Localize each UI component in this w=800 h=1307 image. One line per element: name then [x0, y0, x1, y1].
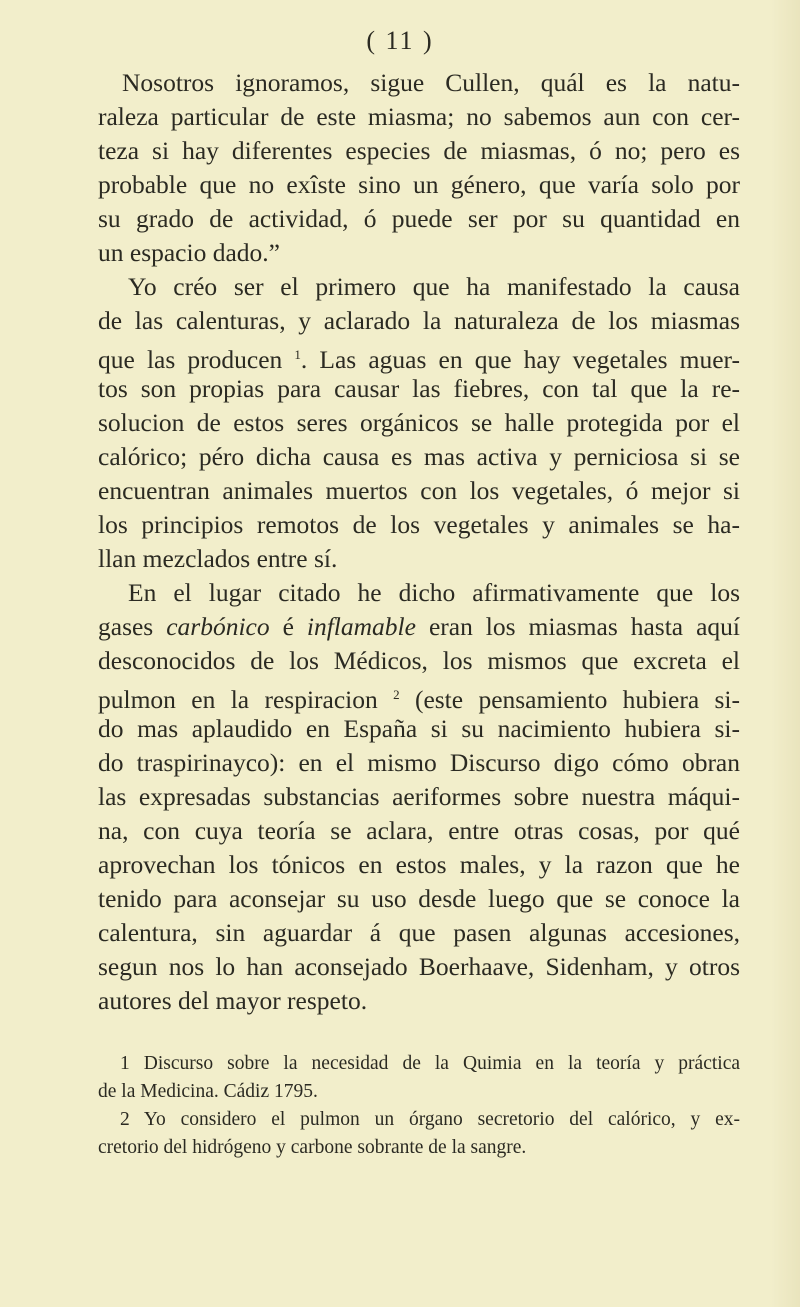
italic-term: carbónico	[166, 612, 270, 641]
text-segment: un espacio dado.”	[98, 238, 280, 267]
text-segment: calentura, sin aguardar á que pasen algunas accesiones,	[98, 918, 740, 947]
text-segment: do traspirinayco): en el mismo Discurso digo cómo obran	[98, 748, 740, 777]
text-line	[98, 746, 740, 780]
text-segment: segun nos lo han aconsejado Boerhaave, Sidenham, y otros	[98, 952, 740, 981]
footnote-line	[98, 1078, 740, 1106]
text-line	[98, 848, 740, 882]
footnote-marker: 2	[393, 687, 400, 702]
page-number: ( 11 )	[366, 26, 434, 55]
text-segment: solucion de estos seres orgánicos se halle protegida por el	[98, 408, 740, 437]
text-segment: Yo créo ser el primero que ha manifestado la causa	[128, 272, 740, 301]
text-segment: teza si hay diferentes especies de miasmas, ó no; pero es	[98, 136, 740, 165]
footnote-line	[98, 1106, 740, 1134]
text-segment: cretorio del hidrógeno y carbone sobrante de la sangre.	[98, 1137, 527, 1158]
text-line	[98, 882, 740, 916]
text-segment: eran los miasmas hasta aquí	[415, 612, 741, 641]
text-segment: aprovechan los tónicos en estos males, y la razon que he	[98, 850, 740, 879]
text-line	[98, 270, 740, 304]
footnote-marker: 1	[294, 347, 301, 362]
text-segment: de las calenturas, y aclarado la naturaleza de los miasmas	[98, 306, 740, 335]
footnotes	[98, 1050, 740, 1162]
body-text	[98, 66, 740, 1018]
text-line	[98, 134, 740, 168]
text-line	[98, 440, 740, 474]
text-segment: raleza particular de este miasma; no sabemos aun con cer-	[98, 102, 740, 131]
text-segment: las expresadas substancias aeriformes sobre nuestra máqui-	[98, 782, 740, 811]
footnote-line	[98, 1050, 740, 1078]
text-segment: probable que no exîste sino un género, que varía solo por	[98, 170, 740, 199]
text-line	[98, 814, 740, 848]
text-segment: que las producen	[98, 345, 295, 374]
text-segment: autores del mayor respeto.	[98, 986, 368, 1015]
text-line	[98, 984, 740, 1018]
text-line	[98, 610, 740, 644]
text-line	[98, 542, 740, 576]
text-segment: pulmon en la respiracion	[98, 685, 394, 714]
text-line	[98, 66, 740, 100]
text-segment: encuentran animales muertos con los vegetales, ó mejor si	[98, 476, 740, 505]
page-edge	[770, 0, 800, 1307]
text-line	[98, 202, 740, 236]
text-segment: Nosotros ignoramos, sigue Cullen, quál es la natu-	[122, 68, 740, 97]
text-segment: . Las aguas en que hay vegetales muer-	[300, 345, 740, 374]
text-line	[98, 406, 740, 440]
text-line	[98, 678, 740, 712]
text-line	[98, 508, 740, 542]
text-line	[98, 304, 740, 338]
text-line	[98, 950, 740, 984]
text-segment: é	[269, 612, 307, 641]
footnote-line	[98, 1134, 740, 1162]
italic-term: inflamable	[306, 612, 416, 641]
text-segment: su grado de actividad, ó puede ser por su quantidad en	[98, 204, 740, 233]
text-segment: desconocidos de los Médicos, los mismos que excreta el	[98, 646, 740, 675]
text-line	[98, 780, 740, 814]
text-segment: (este pensamiento hubiera si-	[399, 685, 740, 714]
text-segment: 2 Yo considero el pulmon un órgano secretorio del calórico, y ex-	[120, 1109, 740, 1130]
text-line	[98, 372, 740, 406]
text-line	[98, 644, 740, 678]
text-segment: do mas aplaudido en España si su nacimiento hubiera si-	[98, 714, 740, 743]
text-segment: na, con cuya teoría se aclara, entre otras cosas, por qué	[98, 816, 740, 845]
text-segment: gases	[98, 612, 167, 641]
text-line	[98, 236, 740, 270]
text-segment: En el lugar citado he dicho afirmativamente que los	[128, 578, 740, 607]
text-line	[98, 916, 740, 950]
text-line	[98, 168, 740, 202]
text-segment: calórico; péro dicha causa es mas activa y perniciosa si se	[98, 442, 740, 471]
text-segment: tos son propias para causar las fiebres, con tal que la re-	[98, 374, 740, 403]
text-segment: tenido para aconsejar su uso desde luego que se conoce la	[98, 884, 740, 913]
text-segment: los principios remotos de los vegetales y animales se ha-	[98, 510, 740, 539]
text-line	[98, 100, 740, 134]
text-line	[98, 712, 740, 746]
text-segment: llan mezclados entre sí.	[98, 544, 338, 573]
text-line	[98, 576, 740, 610]
text-segment: de la Medicina. Cádiz 1795.	[98, 1081, 318, 1102]
text-segment: 1 Discurso sobre la necesidad de la Quimia en la teoría y práctica	[120, 1053, 740, 1074]
text-line	[98, 338, 740, 372]
text-line	[98, 474, 740, 508]
